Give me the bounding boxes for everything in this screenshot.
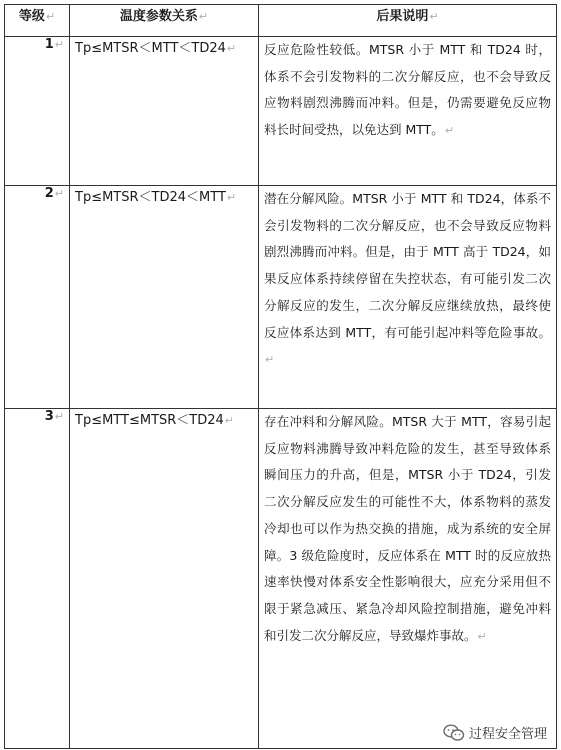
paragraph-mark-icon: ↵ — [226, 42, 237, 55]
cell-level: 1↵ — [5, 37, 70, 186]
cell-consequence: 反应危险性较低。MTSR 小于 MTT 和 TD24 时，体系不会引发物料的二次分解反应，也不会导致反应物料剧烈沸腾而冲料。但是，仍需要避免反应物料长时间受热，以免达到 MTT。↵ — [259, 37, 557, 186]
table-row — [5, 186, 557, 409]
watermark — [443, 723, 547, 742]
paragraph-mark-icon: ↵ — [198, 10, 209, 23]
paragraph-mark-icon: ↵ — [226, 191, 237, 204]
wechat-icon — [443, 724, 465, 742]
paragraph-mark-icon: ↵ — [477, 629, 487, 643]
paragraph-mark-icon: ↵ — [54, 410, 64, 423]
header-relation: 温度参数关系↵ — [70, 5, 259, 37]
cell-relation: Tp≤MTSR＜TD24＜MTT↵ — [70, 186, 259, 409]
cell-level: 2↵ — [5, 186, 70, 409]
cell-consequence: 潜在分解风险。MTSR 小于 MTT 和 TD24，体系不会引发物料的二次分解反应，也不会导致反应物料剧烈沸腾而冲料。但是，由于 MTT 高于 TD24，如果反应体系持续停留在失控状态，有可能引发二次分解反应的发生，二次分解反应继续放热，最终使反应体系达到 MTT，有可能引起冲料等危险事故。↵ — [259, 186, 557, 409]
table-row — [5, 37, 557, 186]
header-consequence: 后果说明↵ — [259, 5, 557, 37]
cell-consequence: 存在冲料和分解风险。MTSR 大于 MTT，容易引起反应物料沸腾导致冲料危险的发生，甚至导致体系瞬间压力的升高，但是，MTSR 小于 TD24，引发二次分解反应发生的可能性不大，体系物料的蒸发冷却也可以作为热交换的措施，成为系统的安全屏障。3 级危险度时，反应体系在 MTT 时的反应放热速率快慢对体系安全性影响很大，应充分采用但不限于紧急减压、紧急冷却风险控制措施，避免冲料和引发二次分解反应，导致爆炸事故。↵ — [259, 409, 557, 749]
cell-level: 3↵ — [5, 409, 70, 749]
table-header-row — [5, 5, 557, 37]
paragraph-mark-icon: ↵ — [444, 124, 455, 138]
watermark-text: 过程安全管理 — [468, 727, 547, 742]
cell-relation: Tp≤MTT≤MTSR＜TD24↵ — [70, 409, 259, 749]
table-row — [5, 409, 557, 749]
paragraph-mark-icon: ↵ — [224, 414, 235, 427]
risk-level-table — [4, 4, 557, 749]
cell-relation: Tp≤MTSR＜MTT＜TD24↵ — [70, 37, 259, 186]
paragraph-mark-icon: ↵ — [429, 10, 439, 23]
paragraph-mark-icon: ↵ — [54, 38, 64, 51]
paragraph-mark-icon: ↵ — [265, 353, 275, 367]
header-level: 等级↵ — [5, 5, 70, 37]
paragraph-mark-icon: ↵ — [45, 10, 56, 23]
paragraph-mark-icon: ↵ — [54, 187, 64, 200]
